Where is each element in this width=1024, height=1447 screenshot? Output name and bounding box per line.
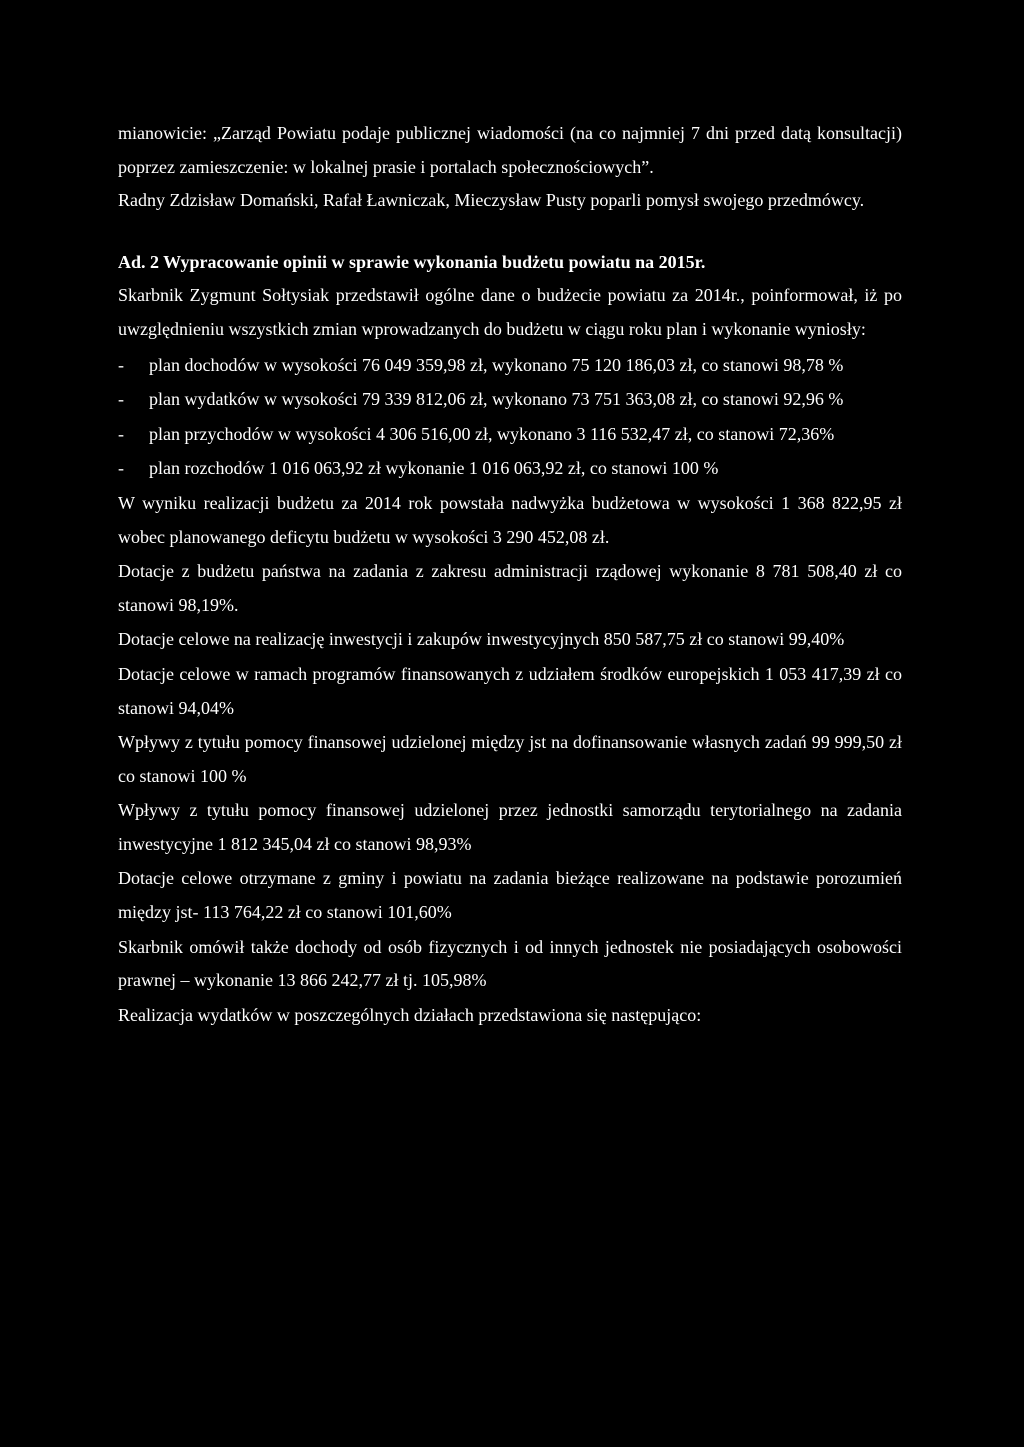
paragraph-eu-grants: Dotacje celowe w ramach programów finansowanych z udziałem środków europejskich 1 053 417,39 zł co stanowi 94,04% [118, 663, 902, 718]
paragraph-personal-income: Skarbnik omówił także dochody od osób fizycznych i od innych jednostek nie posiadających osobowości prawnej – wykonanie 13 866 242,77 zł tj. 105,98% [118, 936, 902, 991]
paragraph-municipal-grants: Dotacje celowe otrzymane z gminy i powiatu na zadania bieżące realizowane na podstawie porozumień między jst- 113 764,22 zł co stanowi 101,60% [118, 868, 902, 923]
list-item-revenue-plan [118, 418, 902, 452]
list-dash-marker: - [118, 423, 124, 444]
paragraph-state-grants: Dotacje z budżetu państwa na zadania z zakresu administracji rządowej wykonanie 8 781 508,40 zł co stanowi 98,19%. [118, 561, 902, 615]
list-item-expenditure-plan [118, 383, 902, 417]
list-item-text: plan przychodów w wysokości 4 306 516,00 zł, wykonano 3 116 532,47 zł, co stanowi 72,36% [149, 423, 835, 444]
paragraph-investment-grants: Dotacje celowe na realizację inwestycji i zakupów inwestycyjnych 850 587,75 zł co stanowi 99,40% [118, 629, 845, 650]
paragraph-expenditure-intro: Realizacja wydatków w poszczególnych działach przedstawiona się następująco: [118, 1004, 702, 1025]
budget-summary-list [118, 349, 902, 486]
paragraph-councillors-support: Radny Zdzisław Domański, Rafał Ławniczak, Mieczysław Pusty poparli pomysł swojego przedmówcy. [118, 190, 865, 211]
list-dash-marker: - [118, 354, 124, 375]
list-dash-marker: - [118, 458, 124, 479]
paragraph-treasurer-intro: Skarbnik Zygmunt Sołtysiak przedstawił ogólne dane o budżecie powiatu za 2014r., poinformował, iż po uwzględnieniu wszystkich zmian wprowadzanych do budżetu w ciągu roku plan i wykonanie wyniosły: [118, 285, 902, 339]
list-item-income-plan [118, 349, 902, 383]
paragraph-budget-surplus: W wyniku realizacji budżetu za 2014 rok powstała nadwyżka budżetowa w wysokości 1 368 822,95 zł wobec planowanego deficytu budżetu w wysokości 3 290 452,08 zł. [118, 492, 902, 547]
list-item-text: plan wydatków w wysokości 79 339 812,06 zł, wykonano 73 751 363,08 zł, co stanowi 92,96 % [149, 389, 844, 410]
paragraph-consultation-quote: mianowicie: „Zarząd Powiatu podaje publicznej wiadomości (na co najmniej 7 dni przed datą konsultacji) poprzez zamieszczenie: w lokalnej prasie i portalach społecznościowych”. [118, 123, 902, 177]
paragraph-aid-between-jst: Wpływy z tytułu pomocy finansowej udzielonej między jst na dofinansowanie własnych zadań 99 999,50 zł co stanowi 100 % [118, 732, 902, 786]
list-item-text: plan rozchodów 1 016 063,92 zł wykonanie 1 016 063,92 zł, co stanowi 100 % [149, 458, 719, 479]
document-body [118, 117, 902, 1032]
list-item-outgoings-plan [118, 452, 902, 486]
list-item-text: plan dochodów w wysokości 76 049 359,98 zł, wykonano 75 120 186,03 zł, co stanowi 98,78 % [149, 354, 844, 375]
list-dash-marker: - [118, 389, 124, 410]
paragraph-aid-investment: Wpływy z tytułu pomocy finansowej udzielonej przez jednostki samorządu terytorialnego na zadania inwestycyjne 1 812 345,04 zł co stanowi 98,93% [118, 800, 902, 854]
section-heading: Ad. 2 Wypracowanie opinii w sprawie wykonania budżetu powiatu na 2015r. [118, 251, 706, 272]
